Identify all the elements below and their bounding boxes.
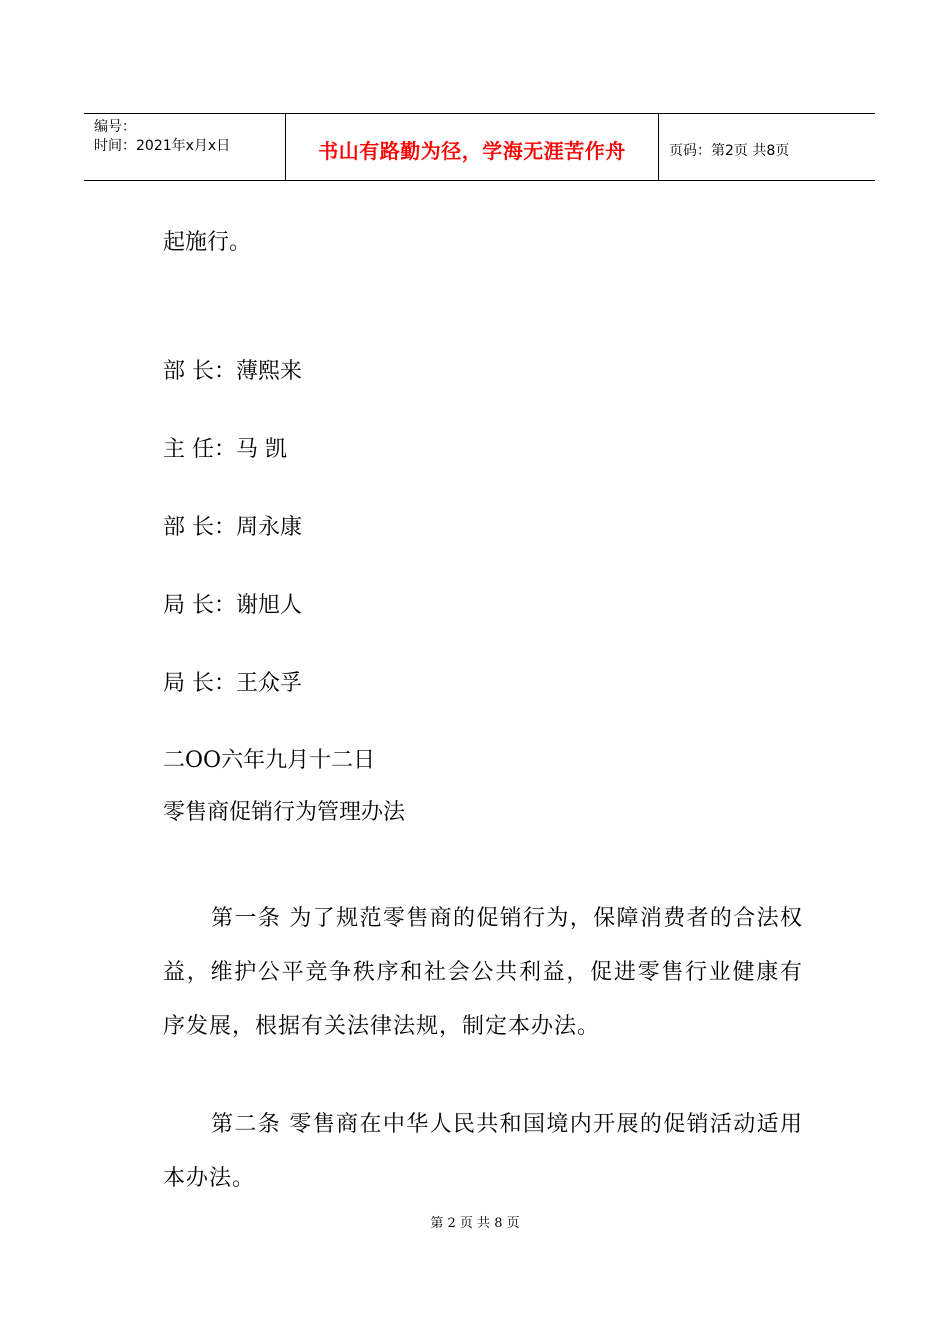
time-line: 时间：2021年x月x日 [94,138,231,154]
header-meta [94,118,230,156]
header-motto: 书山有路勤为径，学海无涯苦作舟 [318,139,626,163]
signature-line: 局 长：王众孚 [163,671,302,696]
article-paragraph: 第二条 零售商在中华人民共和国境内开展的促销活动适用本办法。 [163,1112,803,1191]
page-header [84,113,875,181]
continued-line: 起施行。 [163,230,252,255]
number-label: 编号： [94,119,136,135]
signature-line: 部 长：周永康 [163,515,302,540]
document-title: 零售商促销行为管理办法 [163,800,406,825]
issue-date: 二OO六年九月十二日 [163,748,376,773]
header-page-code: 页码：第2页 共8页 [669,143,790,159]
signature-line: 部 长：薄熙来 [163,359,302,384]
page-footer: 第 2 页 共 8 页 [430,1216,520,1231]
signature-line: 主 任：马 凯 [163,437,287,462]
article-paragraph: 第一条 为了规范零售商的促销行为，保障消费者的合法权益，维护公平竞争秩序和社会公共利益，促进零售行业健康有序发展，根据有关法律法规，制定本办法。 [163,906,803,1039]
signature-line: 局 长：谢旭人 [163,593,302,618]
header-divider [658,114,659,181]
